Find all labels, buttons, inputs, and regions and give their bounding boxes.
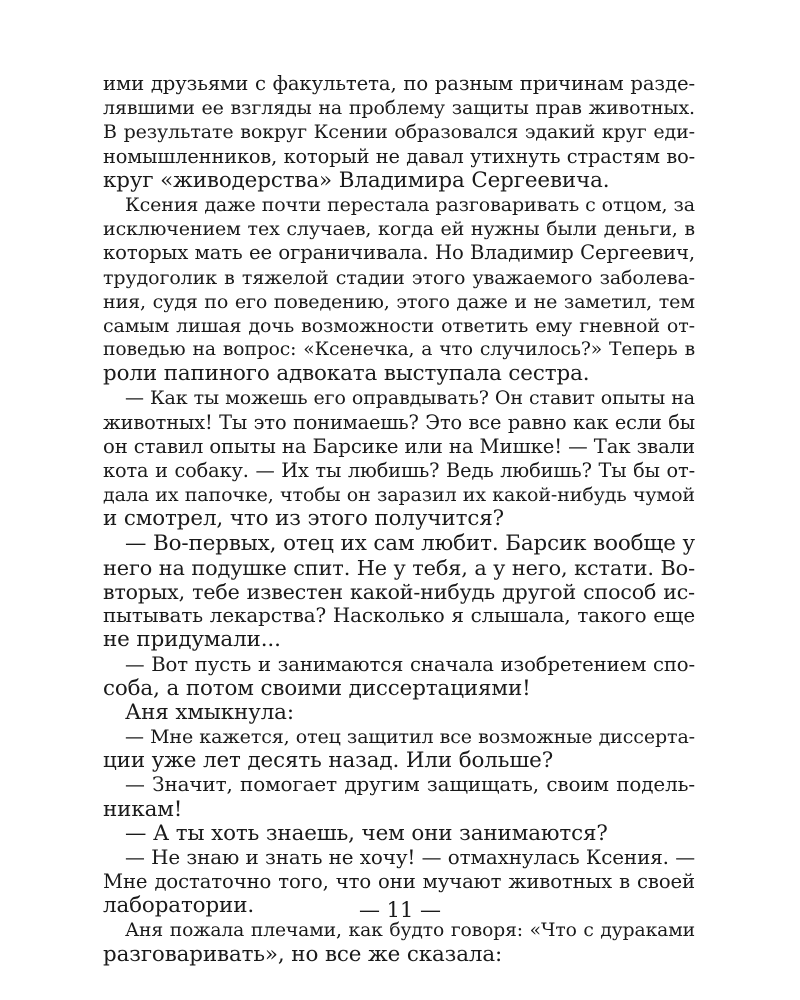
text-line: трудоголик в тяжелой стадии этого уважаемого заболева- [103,266,695,289]
text-line: ния, судя по его поведению, этого даже и не заметил, тем [103,290,695,313]
text-line: Аня хмыкнула: [125,699,294,725]
text-line: ции уже лет десять назад. Или больше? [103,748,554,774]
text-line: — Мне кажется, отец защитил все возможные диссерта- [125,726,695,749]
text-line: — Вот пусть и занимаются сначала изобретением спо- [125,652,695,676]
text-line: дала их папочке, чтобы он заразил их какой-нибудь чумой [103,484,695,507]
page-number: — 11 — [358,898,442,922]
text-line: соба, а потом своими диссертациями! [103,675,531,701]
text-line: ими друзьями с факультета, по разным причинам разде- [103,72,695,95]
text-line: роли папиного адвоката выступала сестра. [103,361,590,387]
text-line: разговаривать», но все же сказала: [103,941,503,967]
text-line: никам! [103,796,183,822]
text-line: — Не знаю и знать не хочу! — отмахнулась Ксения. — [125,846,695,869]
text-line: исключением тех случаев, когда ей нужны были деньги, в [103,218,695,241]
text-line: вторых, тебе известен какой-нибудь другой способ ис- [103,579,695,604]
text-line: Ксения даже почти перестала разговаривать с отцом, за [125,193,695,216]
text-line: не придумали... [103,627,281,653]
text-line: него на подушке спит. Не у тебя, а у него, кстати. Во- [103,555,695,580]
text-line: Мне достаточно того, что они мучают животных в своей [103,870,695,894]
text-line: лаборатории. [103,893,255,919]
text-line: кота и собаку. — Их ты любишь? Ведь любишь? Ты бы от- [103,459,695,482]
text-line: и смотрел, что из этого получится? [103,506,504,532]
text-line: пытывать лекарства? Насколько я слышала, такого еще [103,604,695,628]
text-line: круг «живодерства» Владимира Сергеевича. [103,167,610,193]
text-line: лявшими ее взгляды на проблему защиты прав животных. [103,97,695,120]
text-line: — Во-первых, отец их сам любит. Барсик вообще у [125,530,695,556]
text-line: В результате вокруг Ксении образовался эдакий круг еди- [103,121,695,144]
text-line: — А ты хоть знаешь, чем они занимаются? [125,820,608,846]
body-text [103,72,695,967]
text-line: самым лишая дочь возможности ответить ему гневной от- [103,314,695,337]
text-line: которых мать ее ограничивала. Но Владимир Сергеевич, [103,241,695,265]
text-line: поведью на вопрос: «Ксенечка, а что случилось?» Теперь в [103,339,695,361]
text-line: он ставил опыты на Барсике или на Мишке! — Так звали [103,434,695,458]
text-line: номышленников, который не давал утихнуть страстям во- [103,144,695,168]
text-line: — Значит, помогает другим защищать, своим подель- [125,773,695,797]
text-line: животных! Ты это понимаешь? Это все равно как если бы [103,410,695,434]
text-line: — Как ты можешь его оправдывать? Он ставит опыты на [125,387,695,410]
text-line: Аня пожала плечами, как будто говоря: «Что с дураками [125,919,695,941]
